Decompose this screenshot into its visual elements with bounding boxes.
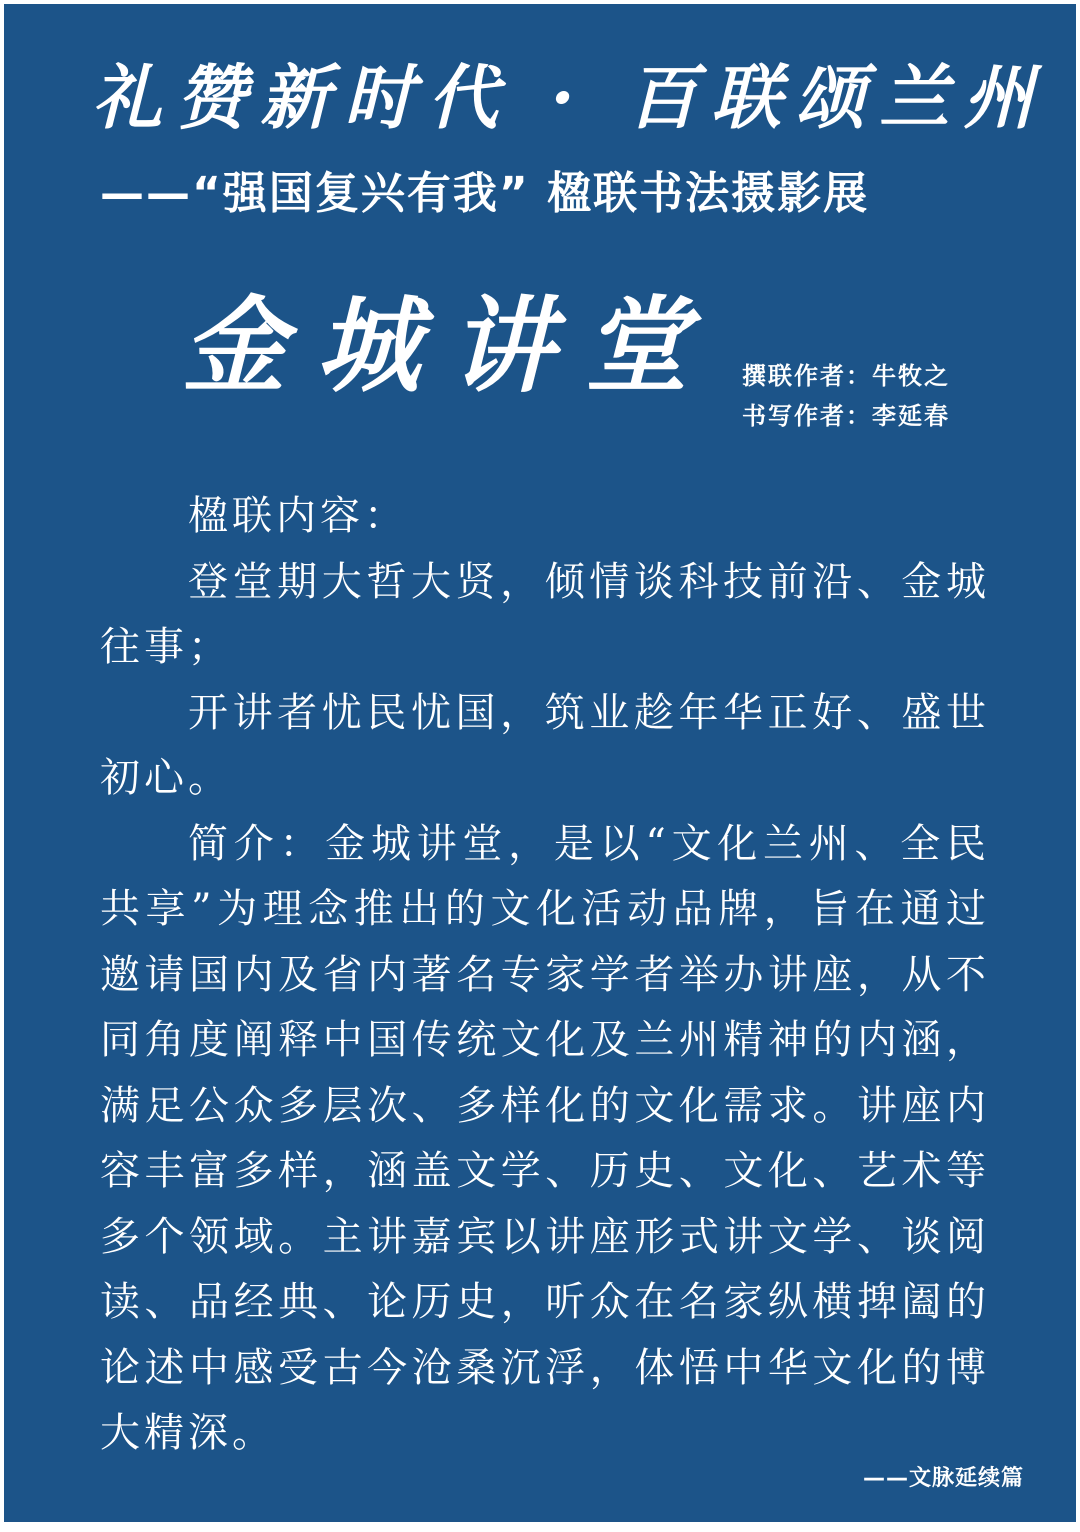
lecture-calligraphy-title: 金城讲堂 <box>182 284 719 407</box>
calligrapher-name: 李延春 <box>872 402 950 430</box>
credits-block <box>742 356 950 436</box>
intro-paragraph: 简介：金城讲堂，是以“文化兰州、全民共享”为理念推出的文化活动品牌，旨在通过邀请国内及省内著名专家学者举办讲座，从不同角度阐释中国传统文化及兰州精神的内涵，满足公众多层次、多样化的文化需求。讲座内容丰富多样，涵盖文学、历史、文化、艺术等多个领域。主讲嘉宾以讲座形式讲文学、谈阅读、品经典、论历史，听众在名家纵横捭阖的论述中感受古今沧桑沉浮，体悟中华文化的博大精深。 <box>100 820 990 1456</box>
author-label: 撰联作者： <box>742 362 872 390</box>
author-name: 牛牧之 <box>872 362 950 390</box>
couplet-lower-line: 开讲者忧民忧国，筑业趁年华正好、盛世初心。 <box>100 689 990 801</box>
section-footer: ——文脉延续篇 <box>862 1466 1024 1491</box>
couplet-heading: 楹联内容： <box>188 493 408 539</box>
author-credit <box>742 356 950 396</box>
calligrapher-label: 书写作者： <box>742 402 872 430</box>
poster-title: 礼赞新时代 · 百联颂兰州 <box>92 56 1048 139</box>
poster-subtitle: ——“强国复兴有我” 楹联书法摄影展 <box>100 168 870 219</box>
poster <box>4 4 1076 1522</box>
calligrapher-credit <box>742 396 950 436</box>
couplet-upper-line: 登堂期大哲大贤，倾情谈科技前沿、金城往事； <box>100 558 990 670</box>
body-text <box>100 484 990 1467</box>
